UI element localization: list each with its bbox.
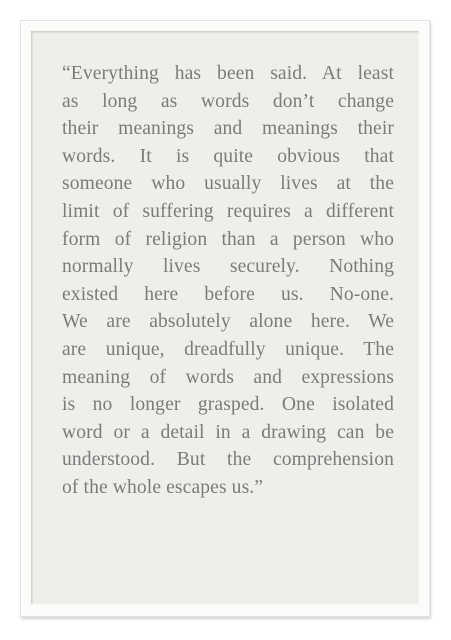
quote-line: is no longer grasped. One isolated — [62, 394, 394, 416]
quote-line: their meanings and meanings their — [62, 118, 394, 140]
quote-line: We are absolutely alone here. We — [62, 311, 394, 333]
quote-line: of the whole escapes us.” — [62, 476, 264, 498]
quote-line: word or a detail in a drawing can be — [62, 421, 394, 443]
paper-sheet — [34, 34, 416, 601]
frame-recess — [31, 31, 419, 604]
quote-line: someone who usually lives at the — [62, 173, 394, 195]
quote-text — [62, 60, 394, 502]
quote-line: form of religion than a person who — [62, 228, 394, 250]
quote-line: words. It is quite obvious that — [62, 145, 394, 167]
quote-line: as long as words don’t change — [62, 90, 394, 112]
quote-line: understood. But the comprehension — [62, 449, 394, 471]
quote-line: existed here before us. No-one. — [62, 283, 394, 305]
quote-line: are unique, dreadfully unique. The — [62, 338, 394, 360]
quote-line: normally lives securely. Nothing — [62, 256, 394, 278]
quote-line: meaning of words and expressions — [62, 366, 394, 388]
picture-frame — [20, 20, 430, 617]
quote-line: limit of suffering requires a different — [62, 200, 394, 222]
quote-line: “Everything has been said. At least — [62, 63, 394, 84]
